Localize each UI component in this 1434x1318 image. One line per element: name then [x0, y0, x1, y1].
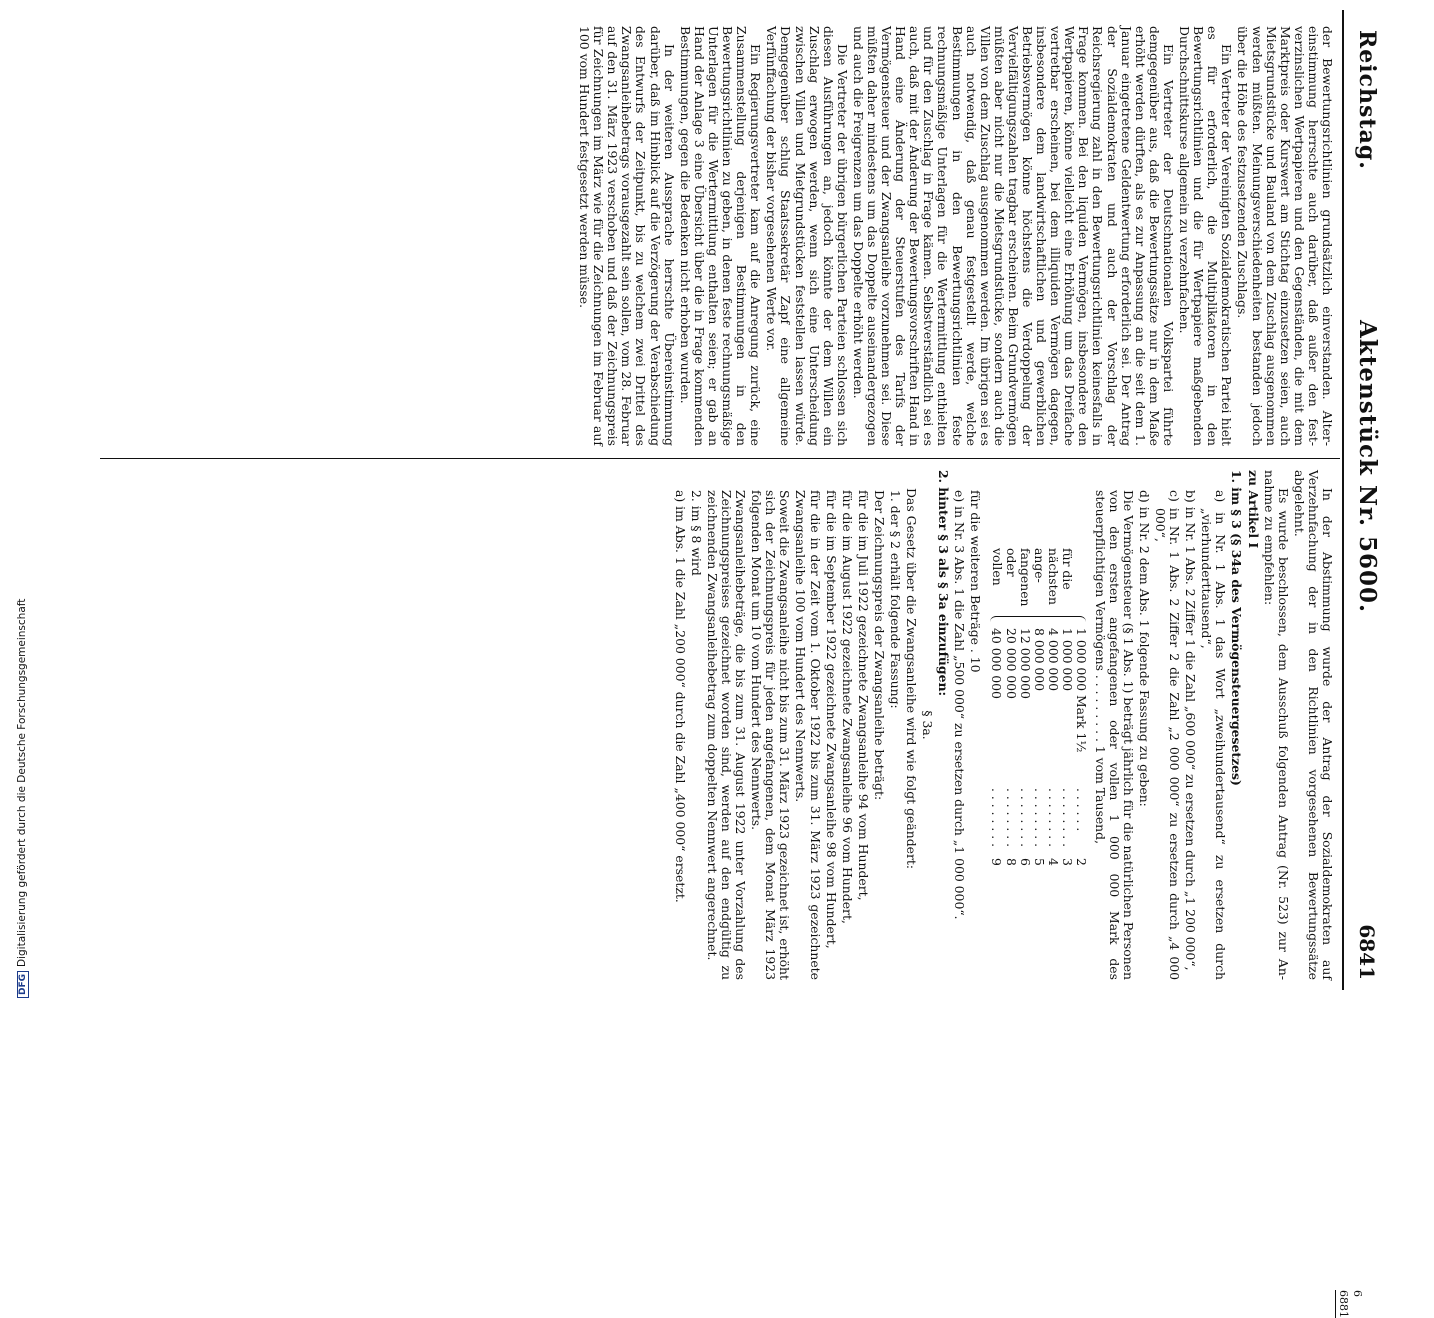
- left-paragraph-3: Ein Vertreter der Deutschnationalen Volkspartei führte demgegenüber aus, daß die Bewertungssätze nur in dem Maße erhöht werden dürften, als es zur Anpassung an die seit dem 1. Januar eingetretene Geldentwertung erforderlich sei. Der Antrag der Sozialdemokraten und auch der Vorschlag der Reichsregierung zahl in den Bewertungsrichtlinien keinesfalls in Frage kommen. Bei den liquiden Vermögen, insbesondere den Wertpapieren, könne vielleicht eine Erhöhung um das Dreifache vertretbar erscheinen, bei dem illiquiden Vermögen dagegen, insbesondere dem landwirtschaftlichen und gewerblichen Betriebsvermögen könne höchstens die Verdoppelung der Vervielfältigungszahlen tragbar erscheinen. Beim Grundvermögen müßten aber nicht nur die Mietsgrundstücke, sondern auch die Villen von dem Zuschlag ausgenommen werden. Im übrigen sei es auch notwendig, daß genau festgestellt werde, welche Bestimmungen in den Bewertungsrichtlinien feste rechnungsmäßige Unterlagen für die Wertermittlung enthielten und für den Zuschlag in Frage kämen. Selbstverständlich sei es auch, daß mit der Änderung der Bewertungsvorschriften Hand in Hand eine Änderung der Steuerstufen des Tarifs der Vermögensteuer und der Zwangsanleihe vorzunehmen sei. Diese müßten daher mindestens um das Doppelte auseinandergezogen und auch die Freigrenzen um das Doppelte erhöht werden.: [850, 26, 1176, 446]
- dfg-credit-text: Digitalisierung gefördert durch die Deutsche Forschungsgemeinschaft: [16, 598, 28, 967]
- table-rate: 2: [1074, 858, 1090, 866]
- table-dots-column: . . . . . . . . . . . . . . . . . . . . . . . . . . . . . . . . . . . . . . . . . . . . . . . . . . . . . .: [989, 788, 1090, 848]
- item-1c: c) in Nr. 1 Abs. 2 Ziffer 2 die Zahl „2 000 000“ zu ersetzen durch „4 000 000“,: [1152, 490, 1183, 980]
- right-paragraph-9: für die in der Zeit vom 1. Oktober 1922 bis zum 31. März 1923 gezeichnete Zwangsanleihe 100 vom Hundert des Nennwerts.: [793, 490, 823, 980]
- table-label: für die: [1060, 548, 1076, 590]
- right-paragraph-2: Es wurde beschlossen, dem Ausschuß folgenden Antrag (Nr. 523) zur Annahme zu empfehlen:: [1261, 470, 1291, 980]
- table-amount: 12 000 000: [1017, 628, 1033, 699]
- article-heading: zu Artikel I: [1245, 470, 1261, 549]
- item-1d: d) in Nr. 2 dem Abs. 1 folgende Fassung zu geben:: [1136, 490, 1152, 807]
- right-paragraph-5: Der Zeichnungspreis der Zwangsanleihe beträgt:: [871, 490, 887, 801]
- right-paragraph-3: Das Gesetz über die Zwangsanleihe wird wie folgt geändert:: [904, 488, 920, 870]
- page-number: 6841: [1355, 924, 1379, 980]
- header-reichstag: Reichstag.: [1354, 30, 1380, 170]
- dfg-credit: [16, 599, 29, 998]
- table-label: fangenen: [1017, 548, 1033, 607]
- table-after-line: für die weiteren Beträge . 10: [968, 490, 984, 673]
- right-paragraph-12: 2. im § 8 wird: [688, 490, 704, 576]
- item-1b: b) in Nr. 1 Abs. 2 Ziffer 1 die Zahl „600 000“ zu ersetzen durch „1 200 000“,: [1183, 490, 1199, 971]
- item-2: 2. hinter § 3 als § 3a einzufügen:: [936, 470, 952, 697]
- right-paragraph-11: Zwangsanleihebeträge, die bis zum 31. August 1922 unter Vorzahlung des Zeichnungspreises gezeichnet worden sind, werden auf den endgültig zu zeichnenden Zwangsanleihebetrag zum doppelten Nennwert angerechnet.: [704, 490, 749, 980]
- table-rate: 6: [1017, 858, 1033, 866]
- right-paragraph-4: 1. der § 2 erhält folgende Fassung:: [888, 490, 904, 709]
- header-rule: [1342, 10, 1344, 990]
- table-amount: 1 000 000: [1060, 628, 1076, 692]
- right-paragraph-7: für die im August 1922 gezeichnete Zwangsanleihe 96 vom Hundert,: [839, 490, 855, 924]
- table-amount: 4 000 000: [1046, 628, 1062, 692]
- right-column: [671, 470, 1334, 980]
- table-rate: 4: [1046, 858, 1062, 866]
- right-paragraph-6: für die im Juli 1922 gezeichnete Zwangsanleihe 94 vom Hundert,: [855, 490, 871, 901]
- table-label: nächsten: [1046, 548, 1062, 605]
- table-label: vollen: [989, 548, 1005, 586]
- margin-note: 6 6881: [1335, 1290, 1364, 1318]
- table-label-column: [989, 548, 1074, 607]
- table-amount: 1 000 000 Mark 1½: [1074, 628, 1090, 753]
- rotated-document-page: [64, 0, 1384, 1318]
- table-amount-column: [989, 628, 1088, 752]
- table-label: ange-: [1032, 548, 1048, 583]
- right-paragraph-8: für die im September 1922 gezeichnete Zwangsanleihe 98 vom Hundert,: [823, 490, 839, 949]
- item-1: 1. im § 3 (§ 34a des Vermögensteuergesetzes): [1229, 470, 1245, 786]
- table-brace: [991, 616, 1087, 625]
- table-amount: 40 000 000: [989, 628, 1005, 699]
- table-rate-column: [989, 858, 1088, 866]
- page-header: [1342, 0, 1381, 1000]
- table-rate: 9: [989, 858, 1005, 866]
- table-rate: 3: [1060, 858, 1076, 866]
- left-paragraph-2: Ein Vertreter der Vereinigten Sozialdemokratischen Partei hielt es für erforderlich, die Multiplikatoren in den Bewertungsrichtlinien und die für Wertpapiere maßgebenden Durchschnittskurse allgemein zu verzehnfachen.: [1177, 26, 1235, 446]
- tax-rate-table: [987, 528, 1089, 980]
- header-aktenstueck: Aktenstück Nr. 5600.: [1354, 320, 1381, 614]
- left-paragraph-1: der Bewertungsrichtlinien grundsätzlich einverstanden. Altereinstimmung herrschte auch darüber, daß außer den festverzinslichen Wertpapieren und den Gegenständen, die mit dem Marktpreis oder Kurswert am Stichtag einzusetzen seien, auch Mietsgrundstücke und Bauland von dem Zuschlag ausgenommen werden müßten. Meinungsverschiedenheiten bestanden jedoch über die Höhe des festzusetzenden Zuschlags.: [1235, 26, 1335, 446]
- paragraph-heading-3a: § 3a.: [920, 710, 936, 740]
- left-paragraph-6: In der weiteren Aussprache herrschte Übereinstimmung darüber, daß im Hinblick auf die Verzögerung der Verabschiedung des Entwurfs der Zeitpunkt, bis zu welchem zwei Drittel des Zwangsanleihebetrags vorausgezahlt sein sollen, vom 28. Februar auf den 31. März 1923 verschoben und daß der Zeichnungspreis für Zeichnungen im März wie für die Zeichnungen im Februar auf 100 vom Hundert festgesetzt werden müsse.: [577, 26, 677, 446]
- item-1a: a) in Nr. 1 Abs. 1 das Wort „zweihundertausend“ zu ersetzen durch „vierhunderttausend“,: [1199, 490, 1229, 980]
- table-label: oder: [1003, 548, 1019, 577]
- column-divider: [100, 458, 1340, 459]
- right-paragraph-10: Soweit die Zwangsanleihe nicht bis zum 31. März 1923 gezeichnet ist, erhöht sich der Zeichnungspreis für jeden angefangenen, dem Monat März 1923 folgenden Monat um 10 vom Hundert des Nennwerts.: [749, 490, 793, 980]
- item-1e: e) in Nr. 3 Abs. 1 die Zahl „500 000“ zu ersetzen durch „1 000 000“.: [952, 490, 968, 920]
- table-amount: 20 000 000: [1003, 628, 1019, 699]
- table-rate: 8: [1003, 858, 1019, 866]
- right-paragraph-13: a) im Abs. 1 die Zahl „200 000“ durch die Zahl „400 000“ ersetzt.: [672, 490, 688, 903]
- left-column: [575, 26, 1334, 446]
- table-rate: 5: [1031, 858, 1047, 866]
- tax-quote: Die Vermögensteuer (§ 1 Abs. 1) beträgt jährlich für die natürlichen Personen von den ersten angefangenen oder vollen 1 000 000 Mark des steuerpflichtigen Vermögens . . . . . . . . . 1 vom Tausend,: [1092, 490, 1136, 980]
- dfg-logo: DFG: [17, 971, 29, 998]
- left-paragraph-5: Ein Regierungsvertreter kam auf die Anregung zurück, eine Zusammenstellung derjenigen Bestimmungen in den Bewertungsrichtlinien zu geben, in denen feste rechnungsmäßige Unterlagen für die Wertermittlung enthalten seien; er gab an Hand der Anlage 3 eine Übersicht über die in Frage kommenden Bestimmungen, gegen die Bedenken nicht erhoben wurden.: [677, 26, 764, 446]
- right-paragraph-1: In der Abstimmung wurde der Antrag der Sozialdemokraten auf Verzehnfachung der in den Richtlinien vorgesehenen Bewertungssätze abgelehnt.: [1291, 470, 1335, 980]
- left-paragraph-4: Die Vertreter der übrigen bürgerlichen Parteien schlossen sich diesen Ausführungen an, jedoch könnte der dem Willen ein Zuschlag erwogen werden, wenn sich eine Unterscheidung zwischen Villen und Mietgrundstücken feststellen lassen würde. Demgegenüber schlug Staatssekretär Zapf eine allgemeine Verfünffachung der bisher vorgesehenen Werte vor.: [764, 26, 850, 446]
- table-amount: 8 000 000: [1031, 628, 1047, 692]
